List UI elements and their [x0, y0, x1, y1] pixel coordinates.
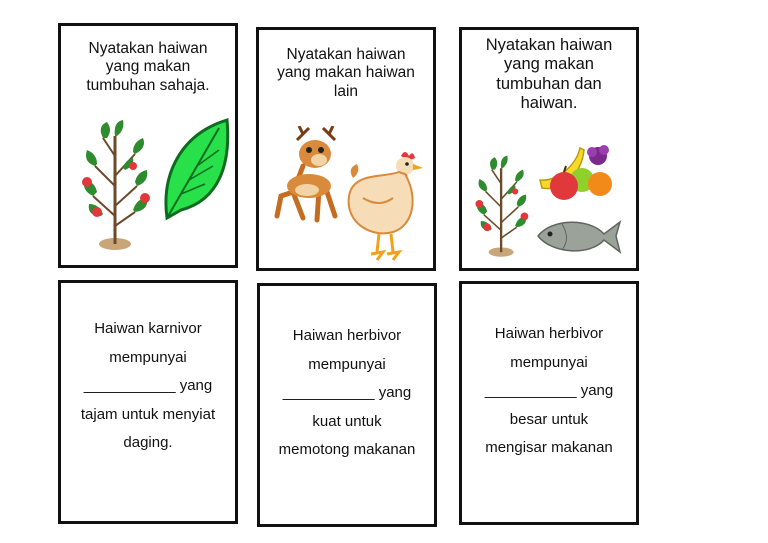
question-card-omnivore [459, 27, 639, 271]
card-title: Nyatakan haiwan yang makan haiwan lain [277, 46, 415, 100]
answer-card-carnivore [58, 280, 238, 524]
question-card-herbivore [58, 23, 238, 268]
fish-icon [532, 214, 622, 258]
card-text: Haiwan herbivor mempunyai ___________ yang kuat untuk memotong makanan [278, 327, 416, 458]
card-title: Nyatakan haiwan yang makan tumbuhan dan haiwan. [485, 36, 613, 113]
green-leaf-icon [161, 114, 233, 224]
answer-card-herbivore-cut [257, 283, 437, 527]
card-text: Haiwan karnivor mempunyai ___________ yang tajam untuk menyiat daging. [80, 320, 216, 451]
card-text: Haiwan herbivor mempunyai ___________ yang besar untuk mengisar makanan [484, 325, 614, 456]
tomato-plant-icon [470, 152, 540, 262]
card-title: Nyatakan haiwan yang makan tumbuhan sahaja. [86, 40, 210, 94]
answer-card-herbivore-grind [459, 281, 639, 525]
tomato-plant-icon [75, 116, 165, 256]
hen-icon [343, 148, 429, 266]
question-card-carnivore [256, 27, 436, 271]
fruit-basket-icon [536, 142, 616, 208]
deer-icon [263, 126, 353, 234]
